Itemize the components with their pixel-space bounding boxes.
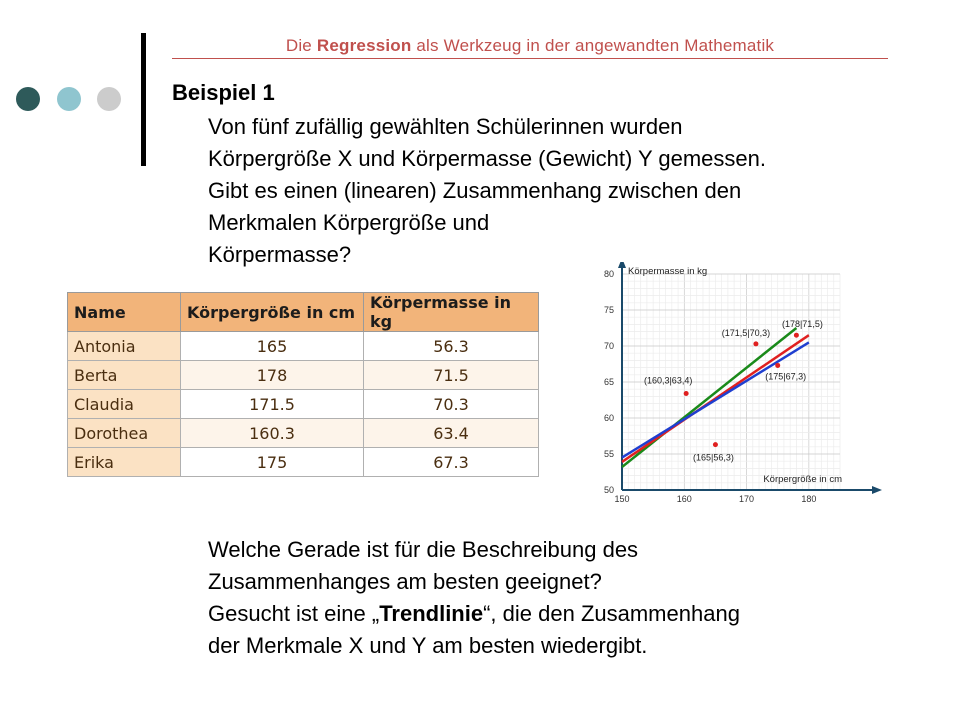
table-header-name: Name (68, 293, 181, 332)
data-point (713, 442, 718, 447)
table-row (68, 361, 539, 390)
decor-dot-teal (57, 87, 81, 111)
y-tick-label: 75 (603, 305, 614, 315)
answer-line-2: der Merkmale X und Y am besten wiedergibt. (208, 633, 648, 658)
point-label: (160,3|63,4) (643, 375, 693, 386)
answer-pre: Gesucht ist eine „ (208, 601, 380, 626)
table-cell: 178 (181, 361, 364, 390)
table-cell: 175 (181, 448, 364, 477)
vertical-divider (141, 33, 146, 166)
table-row (68, 419, 539, 448)
y-tick-label: 60 (603, 413, 614, 423)
y-tick-label: 70 (603, 341, 614, 351)
x-tick-label: 180 (801, 494, 817, 502)
example-title: Beispiel 1 (172, 80, 275, 105)
intro-line: Körpergröße X und Körpermasse (Gewicht) Y gemessen. (208, 146, 767, 171)
table-row (68, 390, 539, 419)
intro-line: Von fünf zufällig gewählten Schülerinnen wurden (208, 114, 683, 139)
intro-line: Körpermasse? (208, 242, 352, 267)
table-cell: 160.3 (181, 419, 364, 448)
y-tick-label: 55 (603, 449, 614, 459)
y-tick-label: 50 (603, 485, 614, 495)
intro-line: Merkmalen Körpergröße und (208, 210, 490, 235)
y-axis-arrow (618, 262, 626, 268)
table-header-height: Körpergröße in cm (181, 293, 364, 332)
table-cell: Berta (68, 361, 181, 390)
answer-post: “, die den Zusammenhang (483, 601, 740, 626)
x-axis-arrow (872, 486, 882, 494)
y-tick-label: 65 (603, 377, 614, 387)
table-header-mass: Körpermasse in kg (364, 293, 539, 332)
table-cell: 56.3 (364, 332, 539, 361)
table-cell: 67.3 (364, 448, 539, 477)
table-row (68, 332, 539, 361)
answer-line (208, 598, 740, 630)
table-cell: 171.5 (181, 390, 364, 419)
table-cell: 70.3 (364, 390, 539, 419)
slide-header (172, 36, 888, 59)
table-cell: Erika (68, 448, 181, 477)
header-pre: Die (285, 36, 317, 55)
table-cell: Claudia (68, 390, 181, 419)
table-cell: 71.5 (364, 361, 539, 390)
point-label: (178|71,5) (781, 319, 823, 330)
regression-chart (590, 262, 890, 502)
decor-dot-gray (97, 87, 121, 111)
table-cell: Antonia (68, 332, 181, 361)
x-axis-label: Körpergröße in cm (763, 474, 842, 485)
intro-text (208, 111, 766, 271)
question-line: Welche Gerade ist für die Beschreibung des (208, 537, 639, 562)
decor-dot-dark (16, 87, 40, 111)
x-tick-label: 170 (739, 494, 755, 502)
table-cell: Dorothea (68, 419, 181, 448)
answer-bold: Trendlinie (379, 601, 484, 626)
y-tick-label: 80 (603, 269, 614, 279)
header-highlight: Regression (316, 36, 412, 55)
data-point (753, 341, 758, 346)
data-table (67, 292, 539, 477)
table-header-row (68, 293, 539, 332)
table-cell: 165 (181, 332, 364, 361)
data-point (775, 363, 780, 368)
data-point (794, 333, 799, 338)
question-text (208, 534, 740, 662)
point-label: (171,5|70,3) (721, 327, 771, 338)
data-point (684, 391, 689, 396)
point-label: (165|56,3) (692, 452, 734, 463)
table-cell: 63.4 (364, 419, 539, 448)
intro-line: Gibt es einen (linearen) Zusammenhang zwischen den (208, 178, 742, 203)
question-line: Zusammenhanges am besten geeignet? (208, 569, 602, 594)
header-post: als Werkzeug in der angewandten Mathematik (411, 36, 775, 55)
x-tick-label: 160 (676, 494, 692, 502)
x-tick-label: 150 (614, 494, 630, 502)
point-label: (175|67,3) (765, 371, 807, 382)
table-row (68, 448, 539, 477)
y-axis-label: Körpermasse in kg (628, 266, 708, 277)
